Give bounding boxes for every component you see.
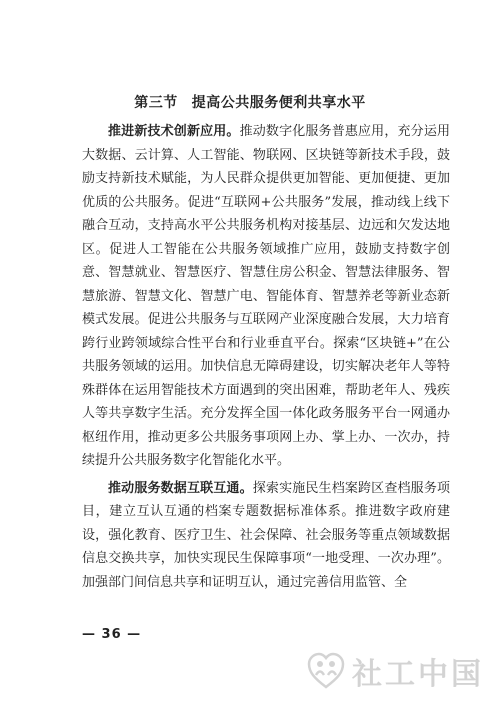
watermark-text: 社工中国 [352, 657, 484, 692]
paragraph-lead: 推动服务数据互联互通。 [108, 480, 253, 496]
section-title: 提高公共服务便利共享水平 [191, 95, 366, 111]
paragraph-text: 推动数字化服务普惠应用，充分运用大数据、云计算、人工智能、物联网、区块链等新技术手段，鼓励支持新技术赋能，为人民群众提供更加智能、更加便捷、更加优质的公共服务。促进“互联网+公共服务”发展，推动线上线下融合互动，支持高水平公共服务机构对接基层、边远和欠发达地区。促进人工智能在公共服务领域推广应用，鼓励支持数字创意、智慧就业、智慧医疗、智慧住房公积金、智慧法律服务、智慧旅游、智慧文化、智慧广电、智能体育、智慧养老等新业态新模式发展。促进公共服务与互联网产业深度融合发展，大力培育跨行业跨领域综合性平台和行业垂直平台。探索“区块链+”在公共服务领域的运用。加快信息无障碍建设，切实解决老年人等特殊群体在运用智能技术方面遇到的突出困难，帮助老年人、残疾人等共享数字生活。充分发挥全国一体化政务服务平台一网通办枢纽作用，推动更多公共服务事项网上办、掌上办、一次办，持续提升公共服务数字化智能化水平。 [82, 124, 450, 468]
heart-figures-logo-icon [306, 651, 346, 691]
paragraph-tech-innovation [82, 120, 450, 473]
page-number: — 36 — [82, 627, 142, 642]
watermark [306, 649, 484, 693]
body-text [82, 120, 450, 594]
paragraph-data-interconnect [82, 477, 450, 595]
paragraph-text: 探索实施民生档案跨区查档服务项目，建立互认互通的档案专题数据标准体系。推进数字政府建设，强化教育、医疗卫生、社会保障、社会服务等重点领域数据信息交换共享，加快实现民生保障事项“一地受理、一次办理”。加强部门间信息共享和证明互认，通过完善信用监管、全 [82, 480, 450, 590]
paragraph-lead: 推进新技术创新应用。 [108, 124, 240, 139]
section-number: 第三节 [134, 95, 178, 111]
section-heading [0, 92, 500, 112]
